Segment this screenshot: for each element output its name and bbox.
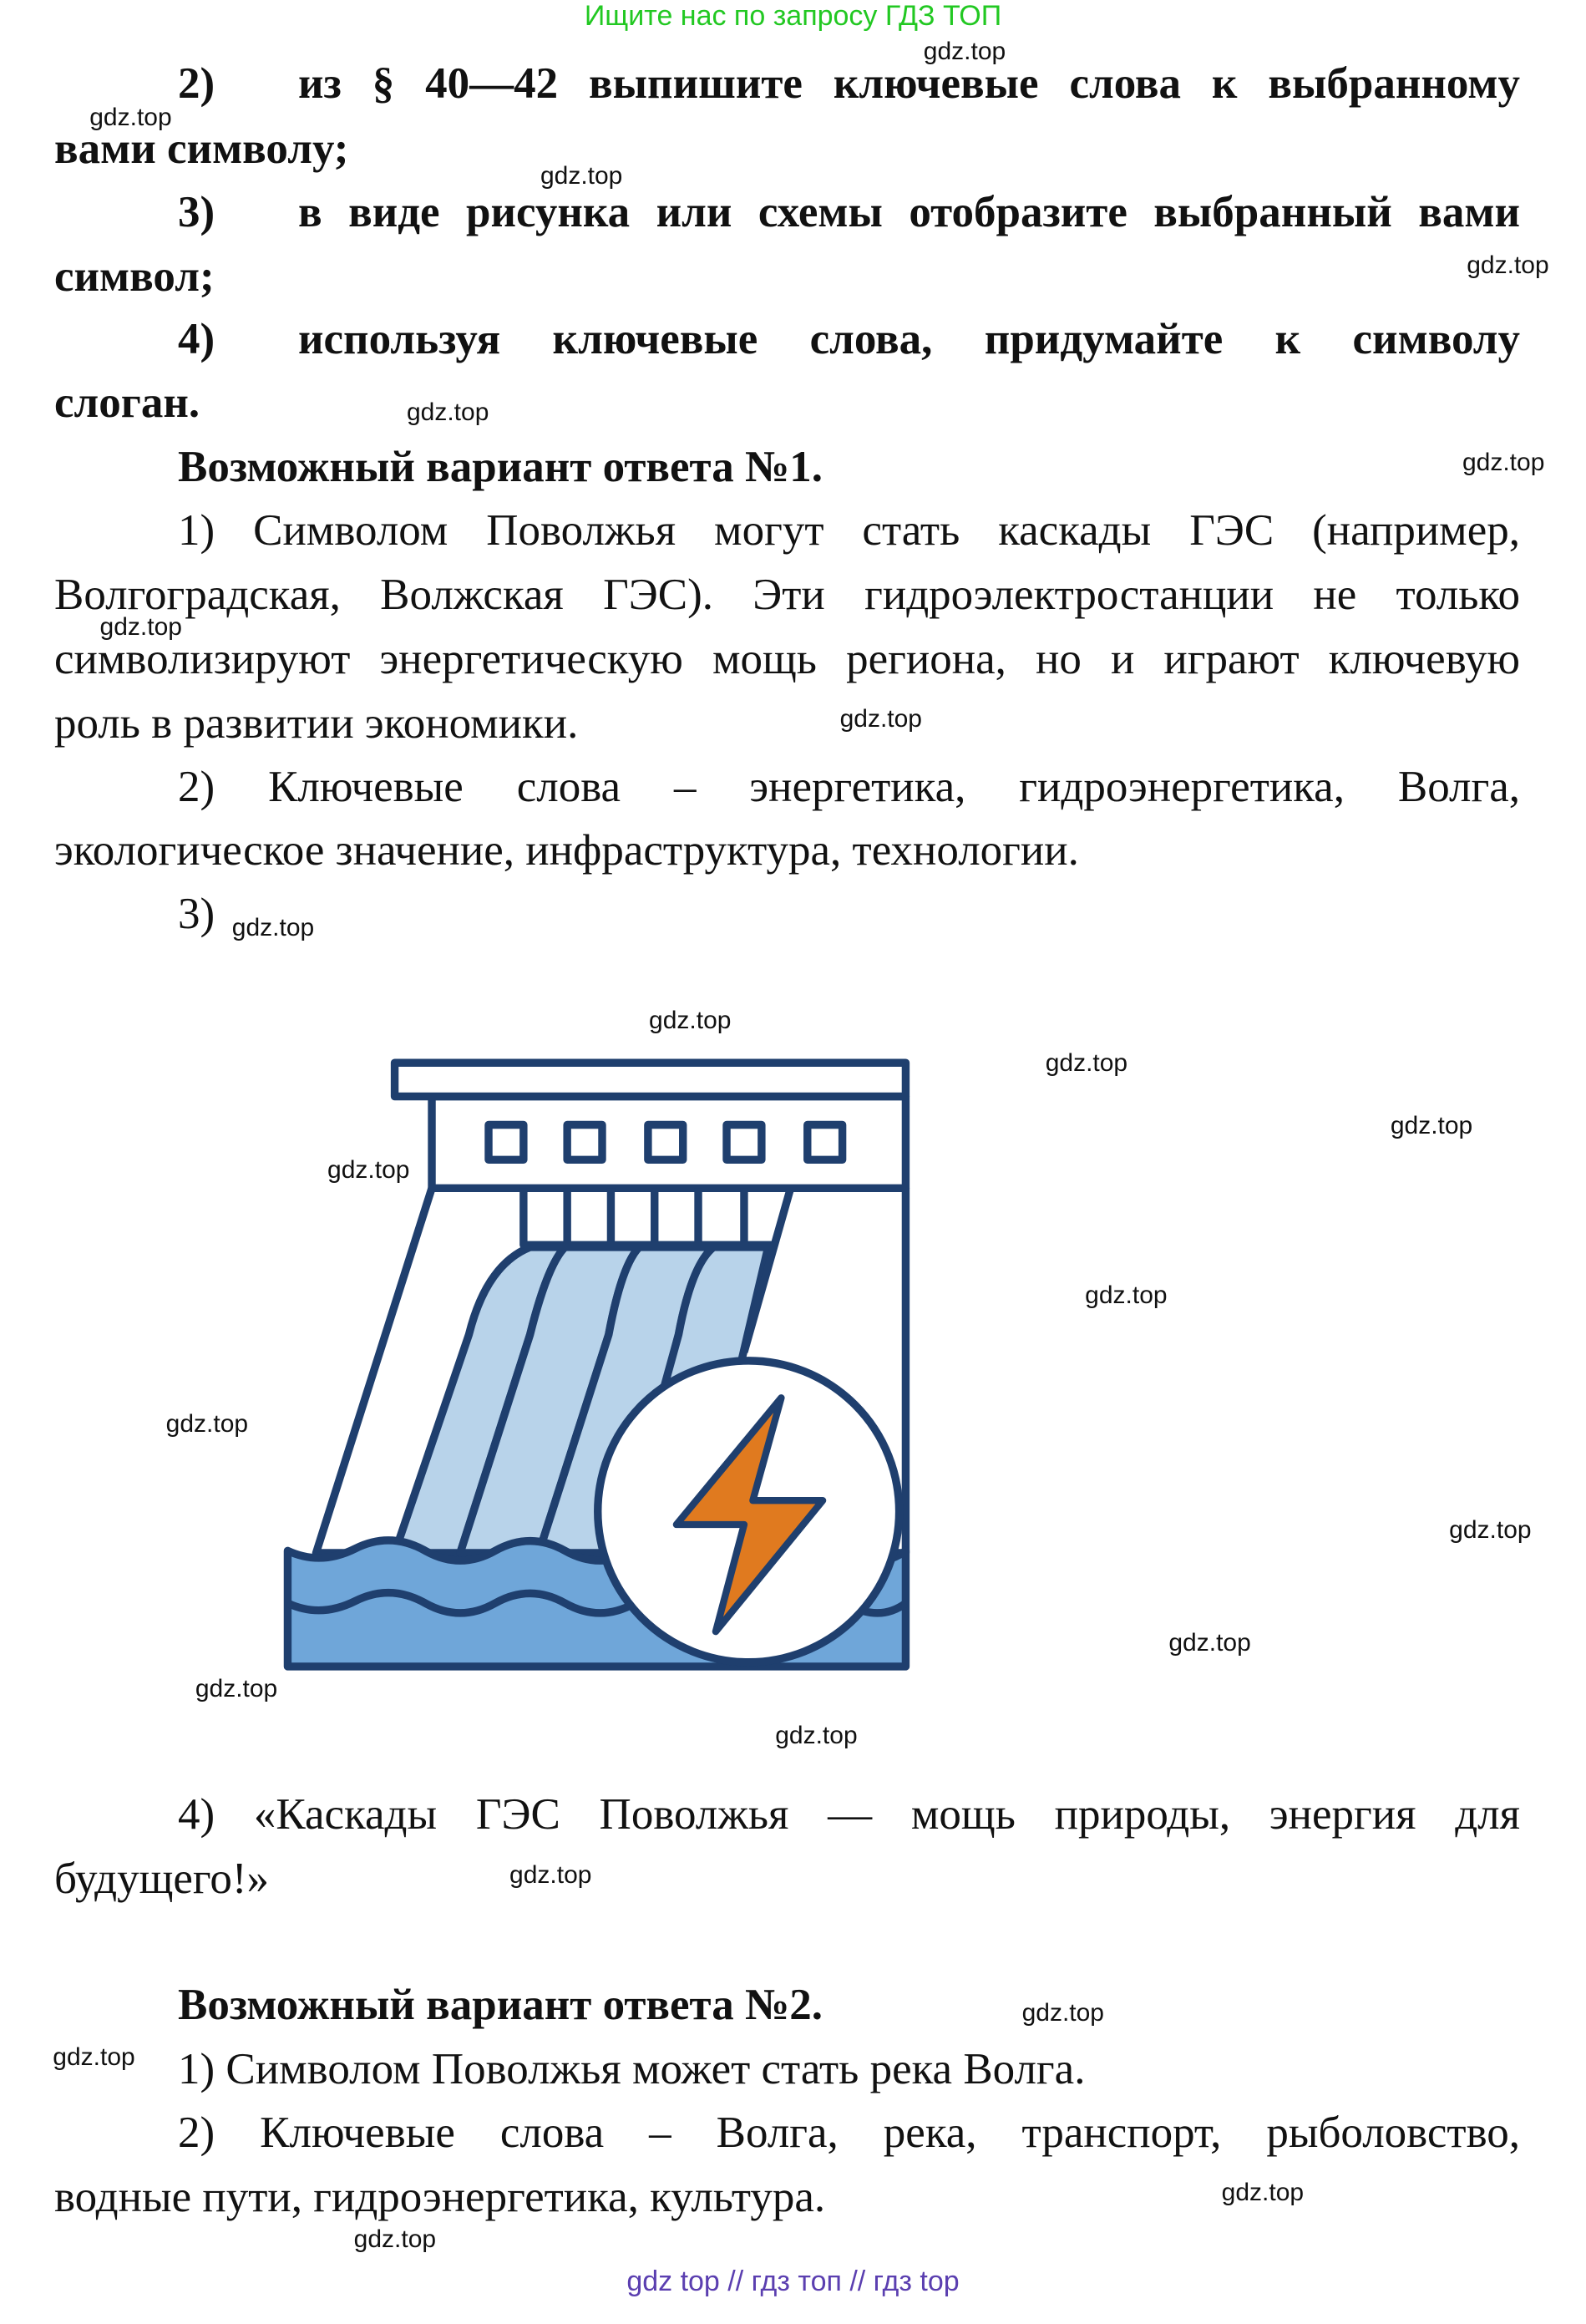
v1-p1-line: роль в развитии экономики. [54, 699, 579, 748]
item-text: в виде рисунка или схемы отобразите выбранный вами [298, 188, 1520, 236]
v2-p2-line: 2) Ключевые слова – Волга, река, транспорт, рыболовство, [178, 2108, 1520, 2157]
watermark: gdz.top [923, 37, 1006, 65]
watermark: gdz.top [89, 103, 172, 131]
watermark: gdz.top [775, 1721, 858, 1749]
item-text: используя ключевые слова, придумайте к символу [298, 315, 1520, 363]
watermark: gdz.top [649, 1006, 732, 1034]
footer-links[interactable]: gdz top // гдз топ // гдз top [626, 2266, 960, 2297]
variant1-title: Возможный вариант ответа №1. [178, 443, 823, 491]
watermark: gdz.top [99, 612, 182, 641]
watermark: gdz.top [839, 705, 923, 733]
task-item-2 [178, 57, 1520, 110]
item-number: 3) [178, 188, 215, 236]
hydro-dam-illustration [251, 1002, 935, 1704]
watermark: gdz.top [1021, 1999, 1104, 2027]
search-banner[interactable]: Ищите нас по запросу ГДЗ ТОП [584, 0, 1002, 32]
watermark: gdz.top [1168, 1629, 1251, 1657]
v1-p3: 3) [178, 890, 215, 938]
watermark: gdz.top [540, 161, 623, 190]
watermark: gdz.top [509, 1860, 592, 1889]
watermark: gdz.top [1045, 1048, 1128, 1077]
watermark: gdz.top [1467, 251, 1549, 280]
item-number: 4) [178, 315, 215, 363]
watermark: gdz.top [1221, 2178, 1305, 2206]
v1-p1-line: 1) Символом Поволжья могут стать каскады ГЭС (например, [178, 506, 1520, 555]
v1-p4-line: будущего!» [54, 1855, 269, 1903]
item-number: 2) [178, 59, 215, 108]
task-item-3-cont: символ; [54, 252, 215, 301]
v1-p4-line: 4) «Каскады ГЭС Поволжья — мощь природы, энергия для [178, 1790, 1520, 1839]
watermark: gdz.top [165, 1410, 249, 1439]
v2-p1: 1) Символом Поволжья может стать река Волга. [178, 2045, 1086, 2093]
watermark: gdz.top [1390, 1112, 1473, 1140]
watermark: gdz.top [327, 1156, 410, 1185]
v2-p2-line: водные пути, гидроэнергетика, культура. [54, 2173, 826, 2221]
task-item-2-cont: вами символу; [54, 124, 349, 173]
watermark: gdz.top [353, 2225, 437, 2253]
v1-p1-line: символизируют энергетическую мощь региона, но и играют ключевую [54, 635, 1520, 683]
watermark: gdz.top [1449, 1515, 1532, 1544]
task-item-3 [178, 185, 1520, 239]
v1-p2-line: экологическое значение, инфраструктура, технологии. [54, 826, 1079, 875]
v1-p1-line: Волгоградская, Волжская ГЭС). Эти гидроэлектростанции не только [54, 571, 1520, 619]
task-item-4 [178, 312, 1520, 366]
variant2-title: Возможный вариант ответа №2. [178, 1981, 823, 2029]
watermark: gdz.top [195, 1674, 278, 1702]
watermark: gdz.top [231, 914, 315, 942]
v1-p2-line: 2) Ключевые слова – энергетика, гидроэнергетика, Волга, [178, 763, 1520, 811]
watermark: gdz.top [406, 398, 489, 426]
watermark: gdz.top [1085, 1281, 1168, 1309]
watermark: gdz.top [53, 2042, 135, 2071]
item-text: из § 40—42 выпишите ключевые слова к выбранному [298, 59, 1520, 108]
watermark: gdz.top [1462, 448, 1545, 476]
task-item-4-cont: слоган. [54, 378, 200, 427]
